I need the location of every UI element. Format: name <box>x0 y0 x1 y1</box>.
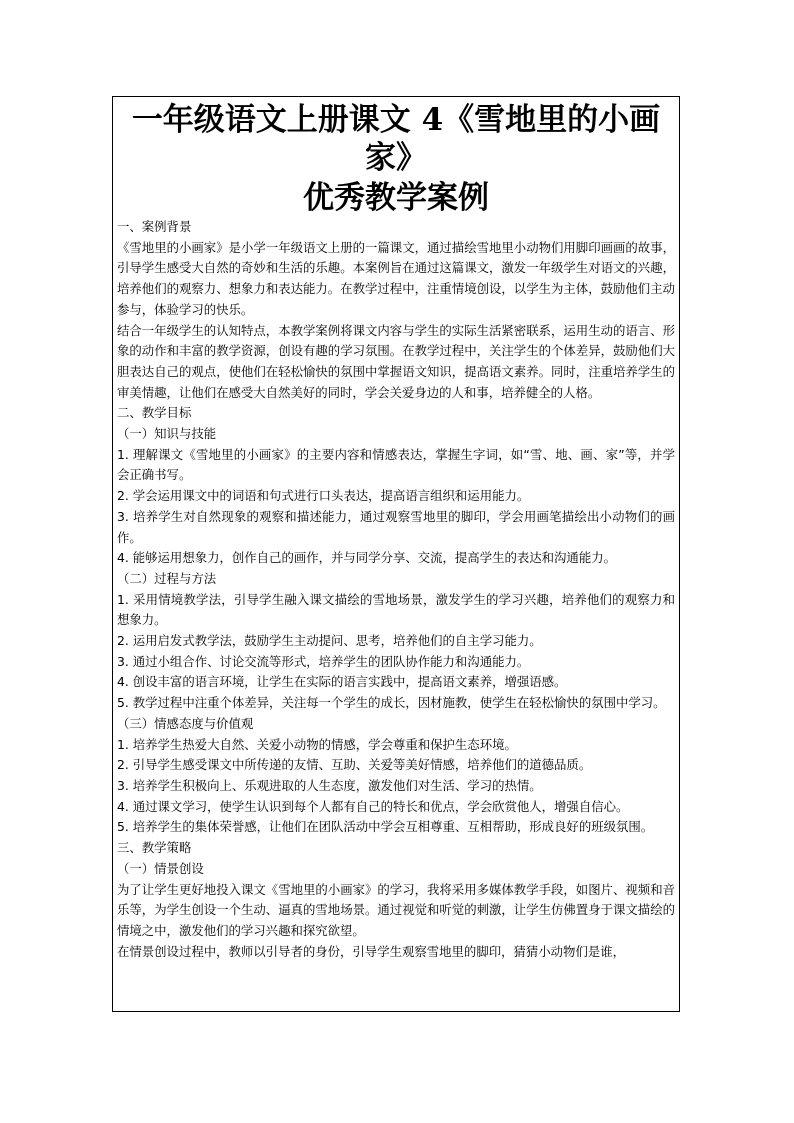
section-heading: 二、教学目标 <box>117 405 192 421</box>
document-title: 一年级语文上册课文 4《雪地里的小画家》 <box>131 102 661 176</box>
paragraph: 3. 通过小组合作、讨论交流等形式，培养学生的团队协作能力和沟通能力。 <box>117 653 530 669</box>
paragraph: 2. 引导学生感受课文中所传递的友情、互助、关爱等美好情感，培养他们的道德品质。 <box>117 757 592 773</box>
section-heading: （二）过程与方法 <box>117 570 217 586</box>
paragraph: 为了让学生更好地投入课文《雪地里的小画家》的学习，我将采用多媒体教学手段，如图片、视频和音乐等，为学生创设一个生动、逼真的雪地场景。通过视觉和听觉的刺激，让学生仿佛置身于课文描绘的情境之中，激发他们的学习兴趣和探究欲望。 <box>117 881 675 938</box>
paragraph: 《雪地里的小画家》是小学一年级语文上册的一篇课文，通过描绘雪地里小动物们用脚印画画的故事，引导学生感受大自然的奇妙和生活的乐趣。本案例旨在通过这篇课文，激发一年级学生对语文的兴趣，培养他们的观察力、想象力和表达能力。在教学过程中，注重情境创设，以学生为主体，鼓励他们主动参与，体验学习的快乐。 <box>117 239 675 317</box>
paragraph: 1. 理解课文《雪地里的小画家》的主要内容和情感表达，掌握生字词，如“雪、地、画、家”等，并学会正确书写。 <box>117 446 675 483</box>
paragraph: 5. 培养学生的集体荣誉感，让他们在团队活动中学会互相尊重、互相帮助，形成良好的班级氛围。 <box>117 819 654 835</box>
paragraph: 5. 教学过程中注重个体差异，关注每一个学生的成长，因材施教，使学生在轻松愉快的氛围中学习。 <box>117 695 666 711</box>
paragraph: 在情景创设过程中，教师以引导者的身份，引导学生观察雪地里的脚印，猜猜小动物们是谁， <box>117 943 626 959</box>
section-heading: 三、教学策略 <box>117 840 192 856</box>
section-heading: （一）情景创设 <box>117 860 204 876</box>
paragraph: 3. 培养学生积极向上、乐观进取的人生态度，激发他们对生活、学习的热情。 <box>117 777 542 793</box>
section-heading: （一）知识与技能 <box>117 426 217 442</box>
paragraph: 4. 通过课文学习，使学生认识到每个人都有自己的特长和优点，学会欣赏他人，增强自信心。 <box>117 798 629 814</box>
document-frame <box>112 96 680 1012</box>
document-subtitle: 优秀教学案例 <box>303 180 489 216</box>
paragraph: 4. 创设丰富的语言环境，让学生在实际的语言实践中，提高语文素养，增强语感。 <box>117 674 567 690</box>
paragraph: 2. 学会运用课文中的词语和句式进行口头表达，提高语言组织和运用能力。 <box>117 488 530 504</box>
paragraph: 1. 采用情境教学法，引导学生融入课文描绘的雪地场景，激发学生的学习兴趣，培养他们的观察力和想象力。 <box>117 591 675 628</box>
section-heading: （三）情感态度与价值观 <box>117 715 254 731</box>
paragraph: 结合一年级学生的认知特点，本教学案例将课文内容与学生的实际生活紧密联系，运用生动的语言、形象的动作和丰富的教学资源，创设有趣的学习氛围。在教学过程中，关注学生的个体差异，鼓励他们大胆表达自己的观点，使他们在轻松愉快的氛围中掌握语文知识，提高语文素养。同时，注重培养学生的审美情趣，让他们在感受大自然美好的同时，学会关爱身边的人和事，培养健全的人格。 <box>117 322 675 400</box>
paragraph: 3. 培养学生对自然现象的观察和描述能力，通过观察雪地里的脚印，学会用画笔描绘出小动物们的画作。 <box>117 508 675 545</box>
paragraph: 2. 运用启发式教学法，鼓励学生主动提问、思考，培养他们的自主学习能力。 <box>117 633 542 649</box>
section-heading: 一、案例背景 <box>117 219 192 234</box>
document-body <box>113 217 679 962</box>
paragraph: 1. 培养学生热爱大自然、关爱小动物的情感，学会尊重和保护生态环境。 <box>117 736 517 752</box>
paragraph: 4. 能够运用想象力，创作自己的画作，并与同学分享、交流，提高学生的表达和沟通能力。 <box>117 550 616 566</box>
